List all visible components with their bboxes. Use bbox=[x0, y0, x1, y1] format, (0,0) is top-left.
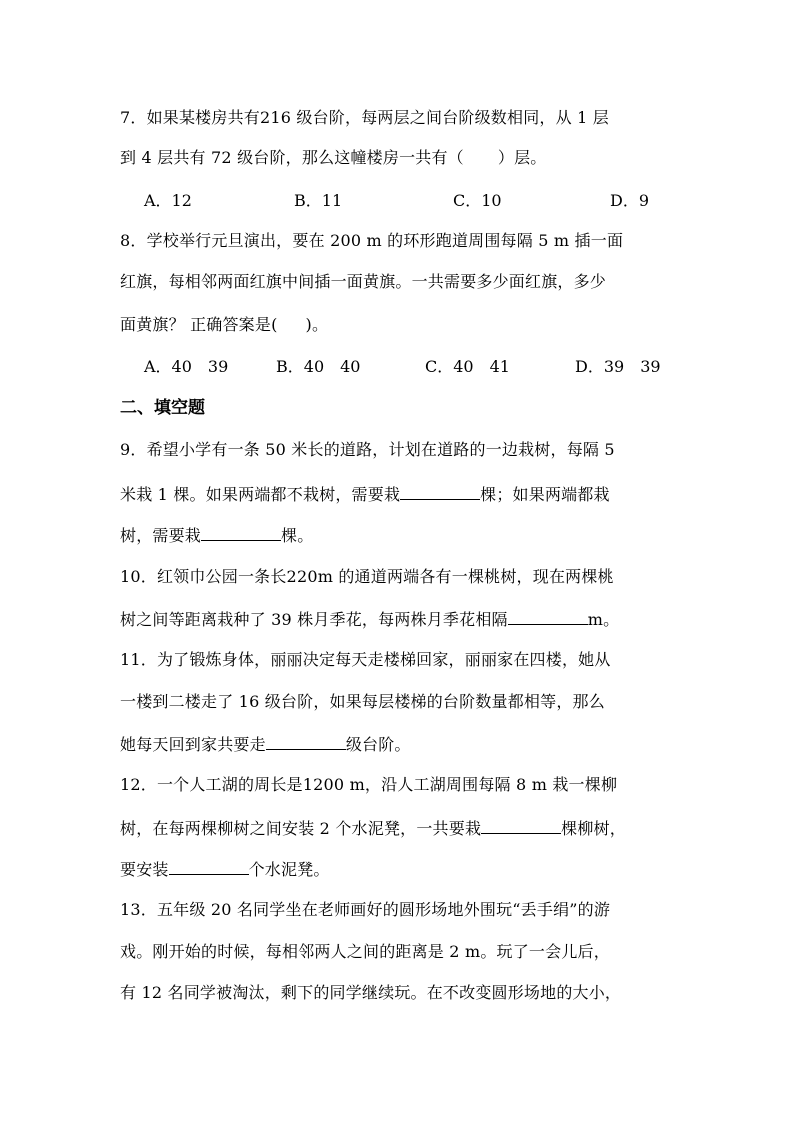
q8-line-3-text: 面黄旗？ 正确答案是( bbox=[120, 315, 278, 334]
q12-line-1: 12．一个人工湖的周长是1200 m，沿人工湖周围每隔 8 m 栽一棵柳 bbox=[120, 775, 618, 794]
q10-line-1: 10．红领巾公园一条长220m 的通道两端各有一棵桃树，现在两棵桃 bbox=[120, 567, 614, 586]
q10-line-2 bbox=[120, 606, 619, 632]
q12-line-2-end: 棵柳树， bbox=[561, 819, 626, 838]
q12-line-3 bbox=[120, 856, 330, 882]
q8-option-a: A．40 39 bbox=[144, 357, 229, 376]
q11-line-2: 一楼到二楼走了 16 级台阶，如果每层楼梯的台阶数量都相等，那么 bbox=[120, 692, 605, 711]
q13-line-3: 有 12 名同学被淘汰，剩下的同学继续玩。在不改变圆形场地的大小， bbox=[120, 983, 622, 1002]
q7-line-2-text: 到 4 层共有 72 级台阶，那么这幢楼房一共有（ bbox=[120, 148, 464, 167]
q9-line-2-text: 米栽 1 棵。如果两端都不栽树，需要栽 bbox=[120, 485, 401, 504]
q7-line-2-end: ）层。 bbox=[497, 148, 547, 167]
q11-line-3-end: 级台阶。 bbox=[345, 735, 411, 754]
q8-line-3-end: )。 bbox=[305, 315, 329, 334]
q9-line-1: 9．希望小学有一条 50 米长的道路，计划在道路的一边栽树，每隔 5 bbox=[120, 440, 615, 459]
q10-line-2-end: m。 bbox=[587, 610, 620, 629]
q11-line-3 bbox=[120, 731, 411, 757]
q9-line-3 bbox=[120, 522, 313, 548]
q8-option-d: D．39 39 bbox=[575, 357, 661, 376]
q12-blank-1[interactable] bbox=[481, 815, 561, 834]
q9-line-3-end: 棵。 bbox=[281, 526, 314, 545]
q12-line-3-text: 要安装 bbox=[120, 860, 169, 879]
q8-line-1: 8．学校举行元旦演出，要在 200 m 的环形跑道周围每隔 5 m 插一面 bbox=[120, 231, 624, 250]
q11-line-3-text: 她每天回到家共要走 bbox=[120, 735, 266, 754]
q11-blank[interactable] bbox=[266, 731, 346, 750]
q11-line-1: 11．为了锻炼身体，丽丽决定每天走楼梯回家，丽丽家在四楼，她从 bbox=[120, 650, 611, 669]
q13-line-1: 13．五年级 20 名同学坐在老师画好的圆形场地外围玩“丢手绢”的游 bbox=[120, 900, 611, 919]
q8-option-b: B．40 40 bbox=[276, 357, 361, 376]
q10-blank[interactable] bbox=[508, 606, 588, 625]
q8-line-3 bbox=[120, 313, 328, 337]
q9-line-2 bbox=[120, 481, 610, 507]
q7-option-b: B．11 bbox=[294, 191, 343, 210]
q10-line-2-text: 树之间等距离栽种了 39 株月季花，每两株月季花相隔 bbox=[120, 610, 508, 629]
q7-option-a: A．12 bbox=[144, 191, 192, 210]
q12-line-2 bbox=[120, 815, 626, 841]
section-title-fill-in: 二、填空题 bbox=[120, 398, 205, 418]
q7-line-2 bbox=[120, 146, 547, 170]
q9-line-2-end: 棵；如果两端都栽 bbox=[480, 485, 610, 504]
q12-line-3-end: 个水泥凳。 bbox=[248, 860, 330, 879]
q12-blank-2[interactable] bbox=[169, 856, 249, 875]
q8-option-c: C．40 41 bbox=[425, 357, 510, 376]
q9-blank-1[interactable] bbox=[400, 481, 480, 500]
q9-blank-2[interactable] bbox=[201, 522, 281, 541]
q7-option-d: D．9 bbox=[610, 191, 650, 210]
q9-line-3-text: 树，需要栽 bbox=[120, 526, 202, 545]
q8-line-2: 红旗，每相邻两面红旗中间插一面黄旗。一共需要多少面红旗，多少 bbox=[120, 272, 607, 291]
q13-line-2: 戏。刚开始的时候，每相邻两人之间的距离是 2 m。玩了一会儿后， bbox=[120, 942, 610, 961]
q12-line-2-text: 树，在每两棵柳树之间安装 2 个水泥凳，一共要栽 bbox=[120, 819, 482, 838]
q7-line-1: 7．如果某楼房共有216 级台阶，每两层之间台阶级数相同，从 1 层 bbox=[120, 108, 609, 127]
q7-option-c: C．10 bbox=[453, 191, 502, 210]
